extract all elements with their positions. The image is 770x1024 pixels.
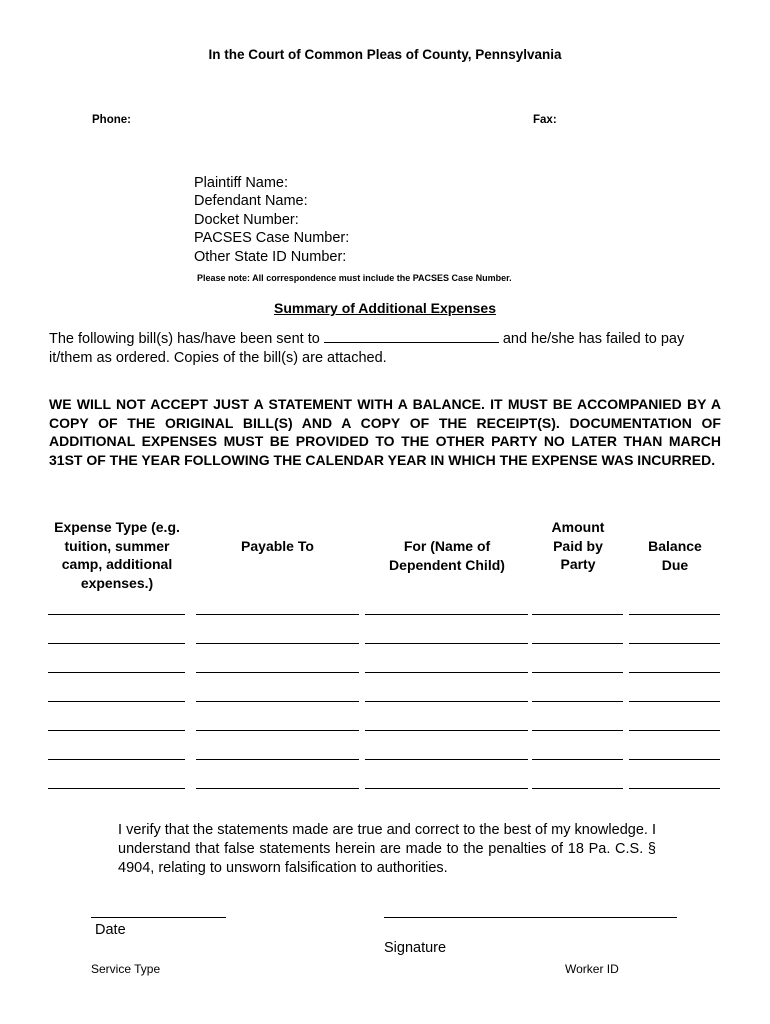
row-4-payable-to-blank[interactable] <box>196 701 359 702</box>
column-header-expense-type: Expense Type (e.g. tuition, summer camp, additional expenses.) <box>54 519 180 591</box>
summary-heading: Summary of Additional Expenses <box>274 300 496 316</box>
row-4-amount-paid-blank[interactable] <box>532 701 623 702</box>
row-2-amount-paid-blank[interactable] <box>532 643 623 644</box>
row-2-payable-to-blank[interactable] <box>196 643 359 644</box>
row-5-dependent-child-blank[interactable] <box>365 730 528 731</box>
row-1-dependent-child-blank[interactable] <box>365 614 528 615</box>
row-3-balance-due-blank[interactable] <box>629 672 720 673</box>
court-title: In the Court of Common Pleas of County, Pennsylvania <box>208 47 562 62</box>
bill-text-before: The following bill(s) has/have been sent to <box>49 331 320 347</box>
row-6-amount-paid-blank[interactable] <box>532 759 623 760</box>
row-5-expense-type-blank[interactable] <box>48 730 185 731</box>
plaintiff-name-label: Plaintiff Name: <box>194 175 289 191</box>
row-1-payable-to-blank[interactable] <box>196 614 359 615</box>
docket-number-label: Docket Number: <box>194 212 299 228</box>
worker-id-label: Worker ID <box>565 962 619 976</box>
defendant-name-label: Defendant Name: <box>194 193 308 209</box>
documentation-warning: WE WILL NOT ACCEPT JUST A STATEMENT WITH A BALANCE. IT MUST BE ACCOMPANIED BY A COPY OF THE ORIGINAL BILL(S) AND A COPY OF THE RECEIPT(S). DOCUMENTATION OF ADDITIONAL EXPENSES MUST BE PROVIDED TO THE OTHER PARTY NO LATER THAN MARCH 31ST OF THE YEAR FOLLOWING THE CALENDAR YEAR IN WHICH THE EXPENSE WAS INCURRED. <box>49 396 721 468</box>
row-4-dependent-child-blank[interactable] <box>365 701 528 702</box>
row-1-balance-due-blank[interactable] <box>629 614 720 615</box>
date-label: Date <box>95 922 126 938</box>
row-7-expense-type-blank[interactable] <box>48 788 185 789</box>
row-6-expense-type-blank[interactable] <box>48 759 185 760</box>
row-5-payable-to-blank[interactable] <box>196 730 359 731</box>
row-3-amount-paid-blank[interactable] <box>532 672 623 673</box>
fax-label: Fax: <box>533 114 557 126</box>
row-6-balance-due-blank[interactable] <box>629 759 720 760</box>
pacses-case-number-label: PACSES Case Number: <box>194 230 350 246</box>
service-type-label: Service Type <box>91 962 161 976</box>
row-3-payable-to-blank[interactable] <box>196 672 359 673</box>
row-2-balance-due-blank[interactable] <box>629 643 720 644</box>
column-header-dependent-child: For (Name of Dependent Child) <box>389 538 505 573</box>
bill-text-after: and he/she has failed to pay it/them as ordered. Copies of the bill(s) are attached. <box>49 331 685 366</box>
row-3-dependent-child-blank[interactable] <box>365 672 528 673</box>
row-4-expense-type-blank[interactable] <box>48 701 185 702</box>
row-7-balance-due-blank[interactable] <box>629 788 720 789</box>
row-7-payable-to-blank[interactable] <box>196 788 359 789</box>
row-6-payable-to-blank[interactable] <box>196 759 359 760</box>
row-2-dependent-child-blank[interactable] <box>365 643 528 644</box>
bill-statement <box>49 330 729 368</box>
row-1-amount-paid-blank[interactable] <box>532 614 623 615</box>
verification-statement: I verify that the statements made are true and correct to the best of my knowledge. I understand that false statements herein are made to the penalties of 18 Pa. C.S. § 4904, relating to unsworn falsification to authorities. <box>118 822 656 876</box>
row-7-dependent-child-blank[interactable] <box>365 788 528 789</box>
column-header-amount-paid: Amount Paid by Party <box>551 519 605 572</box>
row-6-dependent-child-blank[interactable] <box>365 759 528 760</box>
row-5-balance-due-blank[interactable] <box>629 730 720 731</box>
column-header-payable-to: Payable To <box>241 538 314 554</box>
row-3-expense-type-blank[interactable] <box>48 672 185 673</box>
column-header-balance-due: Balance Due <box>648 538 702 573</box>
signature-label: Signature <box>384 940 447 956</box>
phone-label: Phone: <box>92 114 131 126</box>
correspondence-note: Please note: All correspondence must include the PACSES Case Number. <box>197 273 512 283</box>
recipient-blank[interactable] <box>324 330 499 343</box>
row-7-amount-paid-blank[interactable] <box>532 788 623 789</box>
row-5-amount-paid-blank[interactable] <box>532 730 623 731</box>
signature-line[interactable] <box>384 917 677 918</box>
date-line[interactable] <box>91 917 226 918</box>
row-4-balance-due-blank[interactable] <box>629 701 720 702</box>
row-1-expense-type-blank[interactable] <box>48 614 185 615</box>
row-2-expense-type-blank[interactable] <box>48 643 185 644</box>
other-state-id-label: Other State ID Number: <box>194 249 347 265</box>
